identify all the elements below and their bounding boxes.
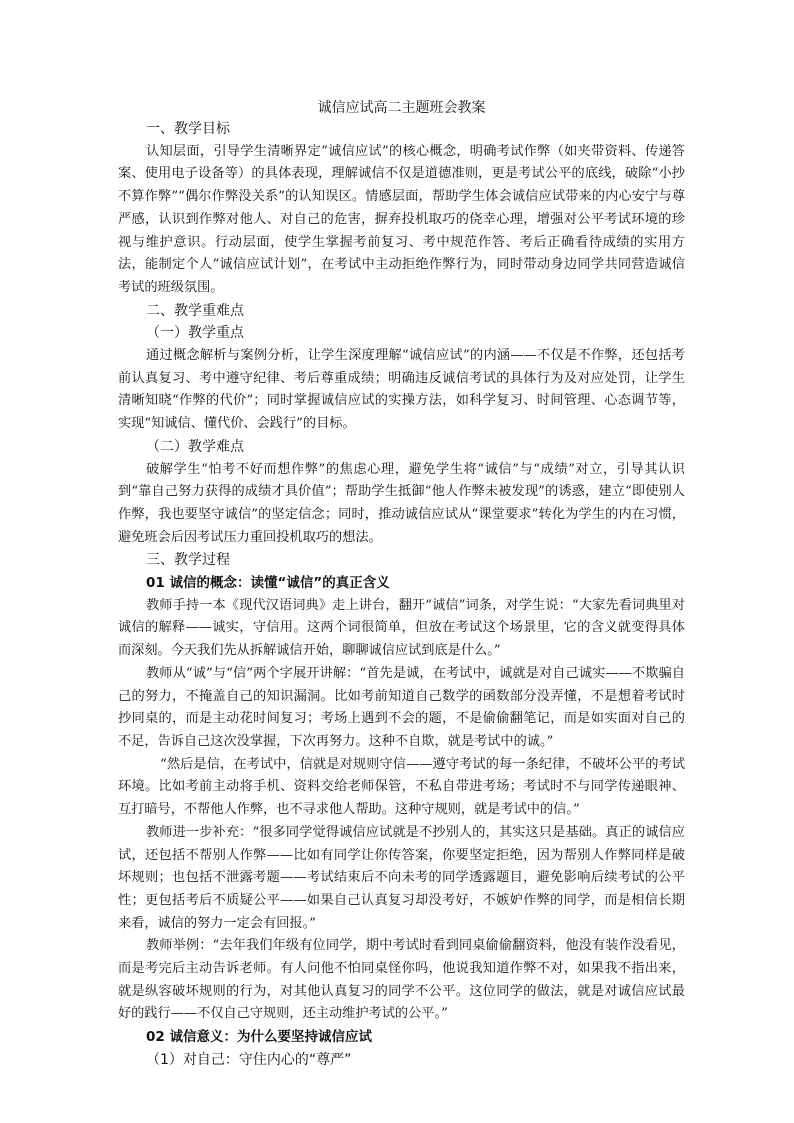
process-paragraph-5: 教师举例：“去年我们年级有位同学，期中考试时看到同桌偷偷翻资料，他没有装作没看见，而是考完后主动告诉老师。有人问他不怕同桌怪你吗，他说我知道作弊不对，如果我不指出来，就是纵容破坏规则的行为，对其他认真复习的同学不公平。这位同学的做法，就是对诚信应试最好的践行——不仅自己守规则，还主动维护考试的公平。” (118, 938, 685, 1022)
part1-heading: 01 诚信的概念：读懂“诚信”的真正含义 (146, 575, 390, 592)
document-title: 诚信应试高二主题班会教案 (317, 100, 486, 116)
part2-subheading-self: （1）对自己：守住内心的“尊严” (146, 1051, 352, 1068)
subheading-focus: （一）教学重点 (146, 325, 244, 342)
focus-paragraph: 通过概念解析与案例分析，让学生深度理解“诚信应试”的内涵——不仅是不作弊，还包括考前认真复习、考中遵守纪律、考后尊重成绩；明确违反诚信考试的具体行为及对应处罚，让学生清晰知晓“作弊的代价”；同时掌握诚信应试的实操方法，如科学复习、时间管理、心态调节等，实现“知诚信、懂代价、会践行”的目标。 (118, 348, 685, 432)
part2-heading: 02 诚信意义：为什么要坚持诚信应试 (146, 1029, 372, 1046)
subheading-difficulty: （二）教学难点 (146, 438, 244, 455)
section-heading-objectives: 一、教学目标 (146, 121, 230, 137)
objectives-paragraph: 认知层面，引导学生清晰界定“诚信应试”的核心概念，明确考试作弊（如夹带资料、传递答案、使用电子设备等）的具体表现，理解诚信不仅是道德准则，更是考试公平的底线，破除“小抄不算作弊”“偶尔作弊没关系”的认知误区。情感层面，帮助学生体会诚信应试带来的内心安宁与尊严感，认识到作弊对他人、对自己的危害，摒弃投机取巧的侥幸心理，增强对公平考试环境的珍视与维护意识。行动层面，使学生掌握考前复习、考中规范作答、考后正确看待成绩的实用方法，能制定个人“诚信应试计划”，在考试中主动拒绝作弊行为，同时带动身边同学共同营造诚信考试的班级氛围。 (118, 143, 685, 295)
process-paragraph-1: 教师手持一本《现代汉语词典》走上讲台，翻开“诚信”词条，对学生说：“大家先看词典里对诚信的解释——诚实，守信用。这两个词很简单，但放在考试这个场景里，它的含义就变得具体而深刻。今天我们先从拆解诚信开始，聊聊诚信应试到底是什么。” (118, 597, 685, 659)
section-heading-process: 三、教学过程 (146, 552, 230, 569)
process-paragraph-4: 教师进一步补充：“很多同学觉得诚信应试就是不抄别人的，其实这只是基础。真正的诚信应试，还包括不帮别人作弊——比如有同学让你传答案，你要坚定拒绝，因为帮别人作弊同样是破坏规则；也包括不泄露考题——考试结束后不向未考的同学透露题目，避免影响后续考试的公平性；更包括考后不质疑公平——如果自己认真复习却没考好，不嫉妒作弊的同学，而是相信长期来看，诚信的努力一定会有回报。” (118, 824, 685, 931)
process-paragraph-3: “然后是信，在考试中，信就是对规则守信——遵守考试的每一条纪律，不破坏公平的考试环境。比如考前主动将手机、资料交给老师保管，不私自带进考场；考试时不与同学传递眼神、互打暗号，不帮他人作弊，也不寻求他人帮助。这种守规则，就是考试中的信。” (118, 756, 685, 818)
process-paragraph-2: 教师从“诚”与“信”两个字展开讲解：“首先是诚，在考试中，诚就是对自己诚实——不欺骗自己的努力，不掩盖自己的知识漏洞。比如考前知道自己数学的函数部分没弄懂，不是想着考试时抄同桌的，而是主动花时间复习；考场上遇到不会的题，不是偷偷翻笔记，而是如实面对自己的不足，告诉自己这次没掌握，下次再努力。这种不自欺，就是考试中的诚。” (118, 665, 685, 749)
document-body (118, 98, 685, 1072)
section-heading-key-points: 二、教学重难点 (146, 302, 244, 319)
difficulty-paragraph: 破解学生“怕考不好而想作弊”的焦虑心理，避免学生将“诚信”与“成绩”对立，引导其认识到“靠自己努力获得的成绩才具价值”；帮助学生抵御“他人作弊未被发现”的诱惑，建立“即使别人作弊，我也要坚守诚信”的坚定信念；同时，推动诚信应试从“课堂要求”转化为学生的内在习惯，避免班会后因考试压力重回投机取巧的想法。 (118, 461, 685, 545)
